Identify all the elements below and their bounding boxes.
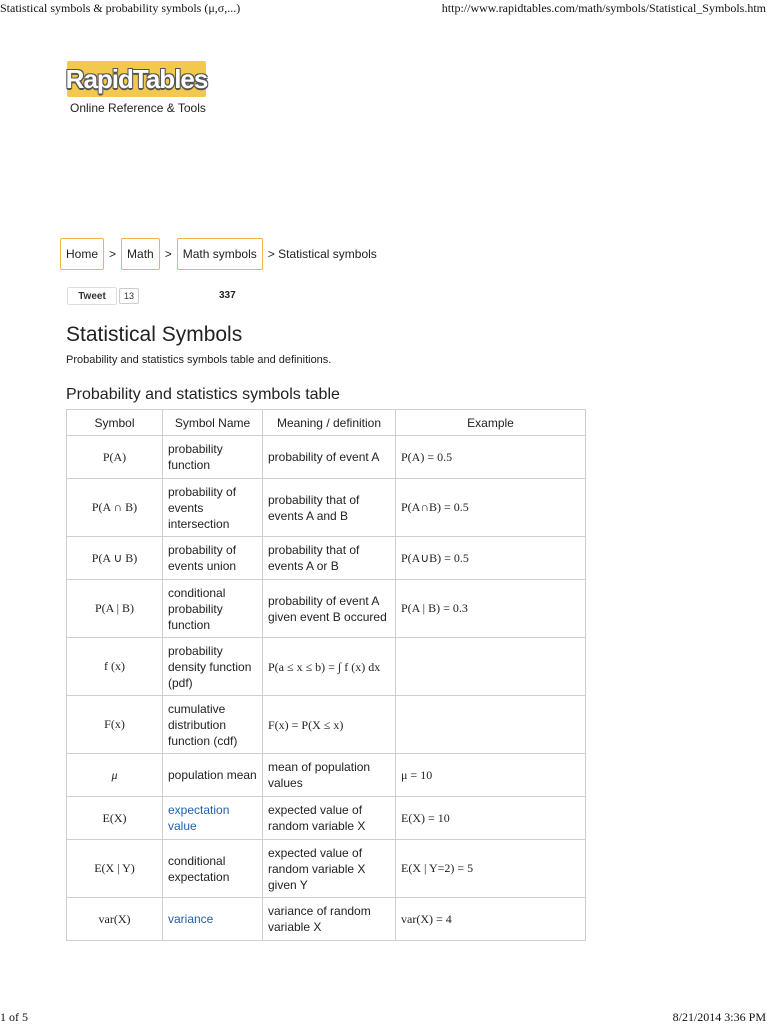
example-cell (396, 696, 586, 754)
breadcrumb-math[interactable]: Math (121, 238, 160, 270)
table-row (67, 537, 586, 580)
table-row (67, 436, 586, 479)
variance-link[interactable]: variance (168, 912, 214, 926)
column-header-symbol: Symbol (67, 410, 163, 436)
tweet-count-badge: 13 (119, 288, 139, 304)
symbol-cell: P(A | B) (67, 580, 163, 638)
table-row (67, 754, 586, 797)
section-title: Probability and statistics symbols table (66, 386, 340, 403)
meaning-cell: probability of event A (263, 436, 396, 479)
symbol-name-cell: probability of events union (163, 537, 263, 580)
meaning-cell: probability that of events A and B (263, 479, 396, 537)
logo-text: RapidTables (65, 63, 208, 94)
example-cell: P(A | B) = 0.3 (396, 580, 586, 638)
example-cell: μ = 10 (396, 754, 586, 797)
print-footer-page: 1 of 5 (0, 1010, 28, 1024)
symbol-cell: E(X | Y) (67, 840, 163, 898)
meaning-cell: expected value of random variable X (263, 797, 396, 840)
breadcrumb-math-symbols[interactable]: Math symbols (177, 238, 263, 270)
example-cell (396, 638, 586, 696)
column-header-meaning: Meaning / definition (263, 410, 396, 436)
table-row (67, 638, 586, 696)
example-cell: E(X) = 10 (396, 797, 586, 840)
example-cell: E(X | Y=2) = 5 (396, 840, 586, 898)
symbol-cell: f (x) (67, 638, 163, 696)
symbol-cell: E(X) (67, 797, 163, 840)
table-row (67, 898, 586, 941)
symbol-cell: P(A) (67, 436, 163, 479)
breadcrumb-separator: > (109, 247, 117, 261)
symbol-cell: μ (67, 754, 163, 797)
example-cell: var(X) = 4 (396, 898, 586, 941)
share-count: 337 (219, 290, 236, 301)
symbol-cell: var(X) (67, 898, 163, 941)
symbol-name-cell: probability function (163, 436, 263, 479)
meaning-cell: F(x) = P(X ≤ x) (263, 696, 396, 754)
symbol-name-cell: conditional probability function (163, 580, 263, 638)
table-header-row (67, 410, 586, 436)
site-logo[interactable] (67, 61, 206, 97)
symbol-name-cell (163, 898, 263, 941)
print-header-title: Statistical symbols & probability symbols (μ,σ,...) (0, 1, 241, 15)
symbol-cell: P(A ∪ B) (67, 537, 163, 580)
meaning-cell: P(a ≤ x ≤ b) = ∫ f (x) dx (263, 638, 396, 696)
print-footer-datetime: 8/21/2014 3:36 PM (672, 1010, 766, 1024)
breadcrumb-current: > Statistical symbols (267, 247, 377, 261)
page-title: Statistical Symbols (66, 323, 243, 346)
breadcrumb-home[interactable]: Home (60, 238, 104, 270)
symbol-name-cell: probability of events intersection (163, 479, 263, 537)
symbol-name-cell: conditional expectation (163, 840, 263, 898)
meaning-cell: probability that of events A or B (263, 537, 396, 580)
breadcrumb (60, 238, 377, 270)
symbol-name-cell: population mean (163, 754, 263, 797)
symbol-name-cell: cumulative distribution function (cdf) (163, 696, 263, 754)
print-header-url: http://www.rapidtables.com/math/symbols/Statistical_Symbols.htm (441, 1, 766, 15)
meaning-cell: variance of random variable X (263, 898, 396, 941)
symbol-cell: P(A ∩ B) (67, 479, 163, 537)
symbols-table (66, 409, 586, 941)
column-header-symbol-name: Symbol Name (163, 410, 263, 436)
column-header-example: Example (396, 410, 586, 436)
meaning-cell: expected value of random variable X given Y (263, 840, 396, 898)
expectation-value-link[interactable]: expectation value (168, 803, 230, 833)
table-row (67, 797, 586, 840)
symbol-name-cell (163, 797, 263, 840)
tweet-button[interactable]: Tweet (67, 287, 117, 305)
symbol-cell: F(x) (67, 696, 163, 754)
table-row (67, 580, 586, 638)
meaning-cell: probability of event A given event B occured (263, 580, 396, 638)
example-cell: P(A∪B) = 0.5 (396, 537, 586, 580)
site-tagline: Online Reference & Tools (70, 101, 206, 115)
breadcrumb-separator: > (164, 247, 172, 261)
page-subtitle: Probability and statistics symbols table and definitions. (66, 354, 332, 366)
table-row (67, 840, 586, 898)
symbol-name-cell: probability density function (pdf) (163, 638, 263, 696)
meaning-cell: mean of population values (263, 754, 396, 797)
table-row (67, 479, 586, 537)
example-cell: P(A∩B) = 0.5 (396, 479, 586, 537)
example-cell: P(A) = 0.5 (396, 436, 586, 479)
table-row (67, 696, 586, 754)
